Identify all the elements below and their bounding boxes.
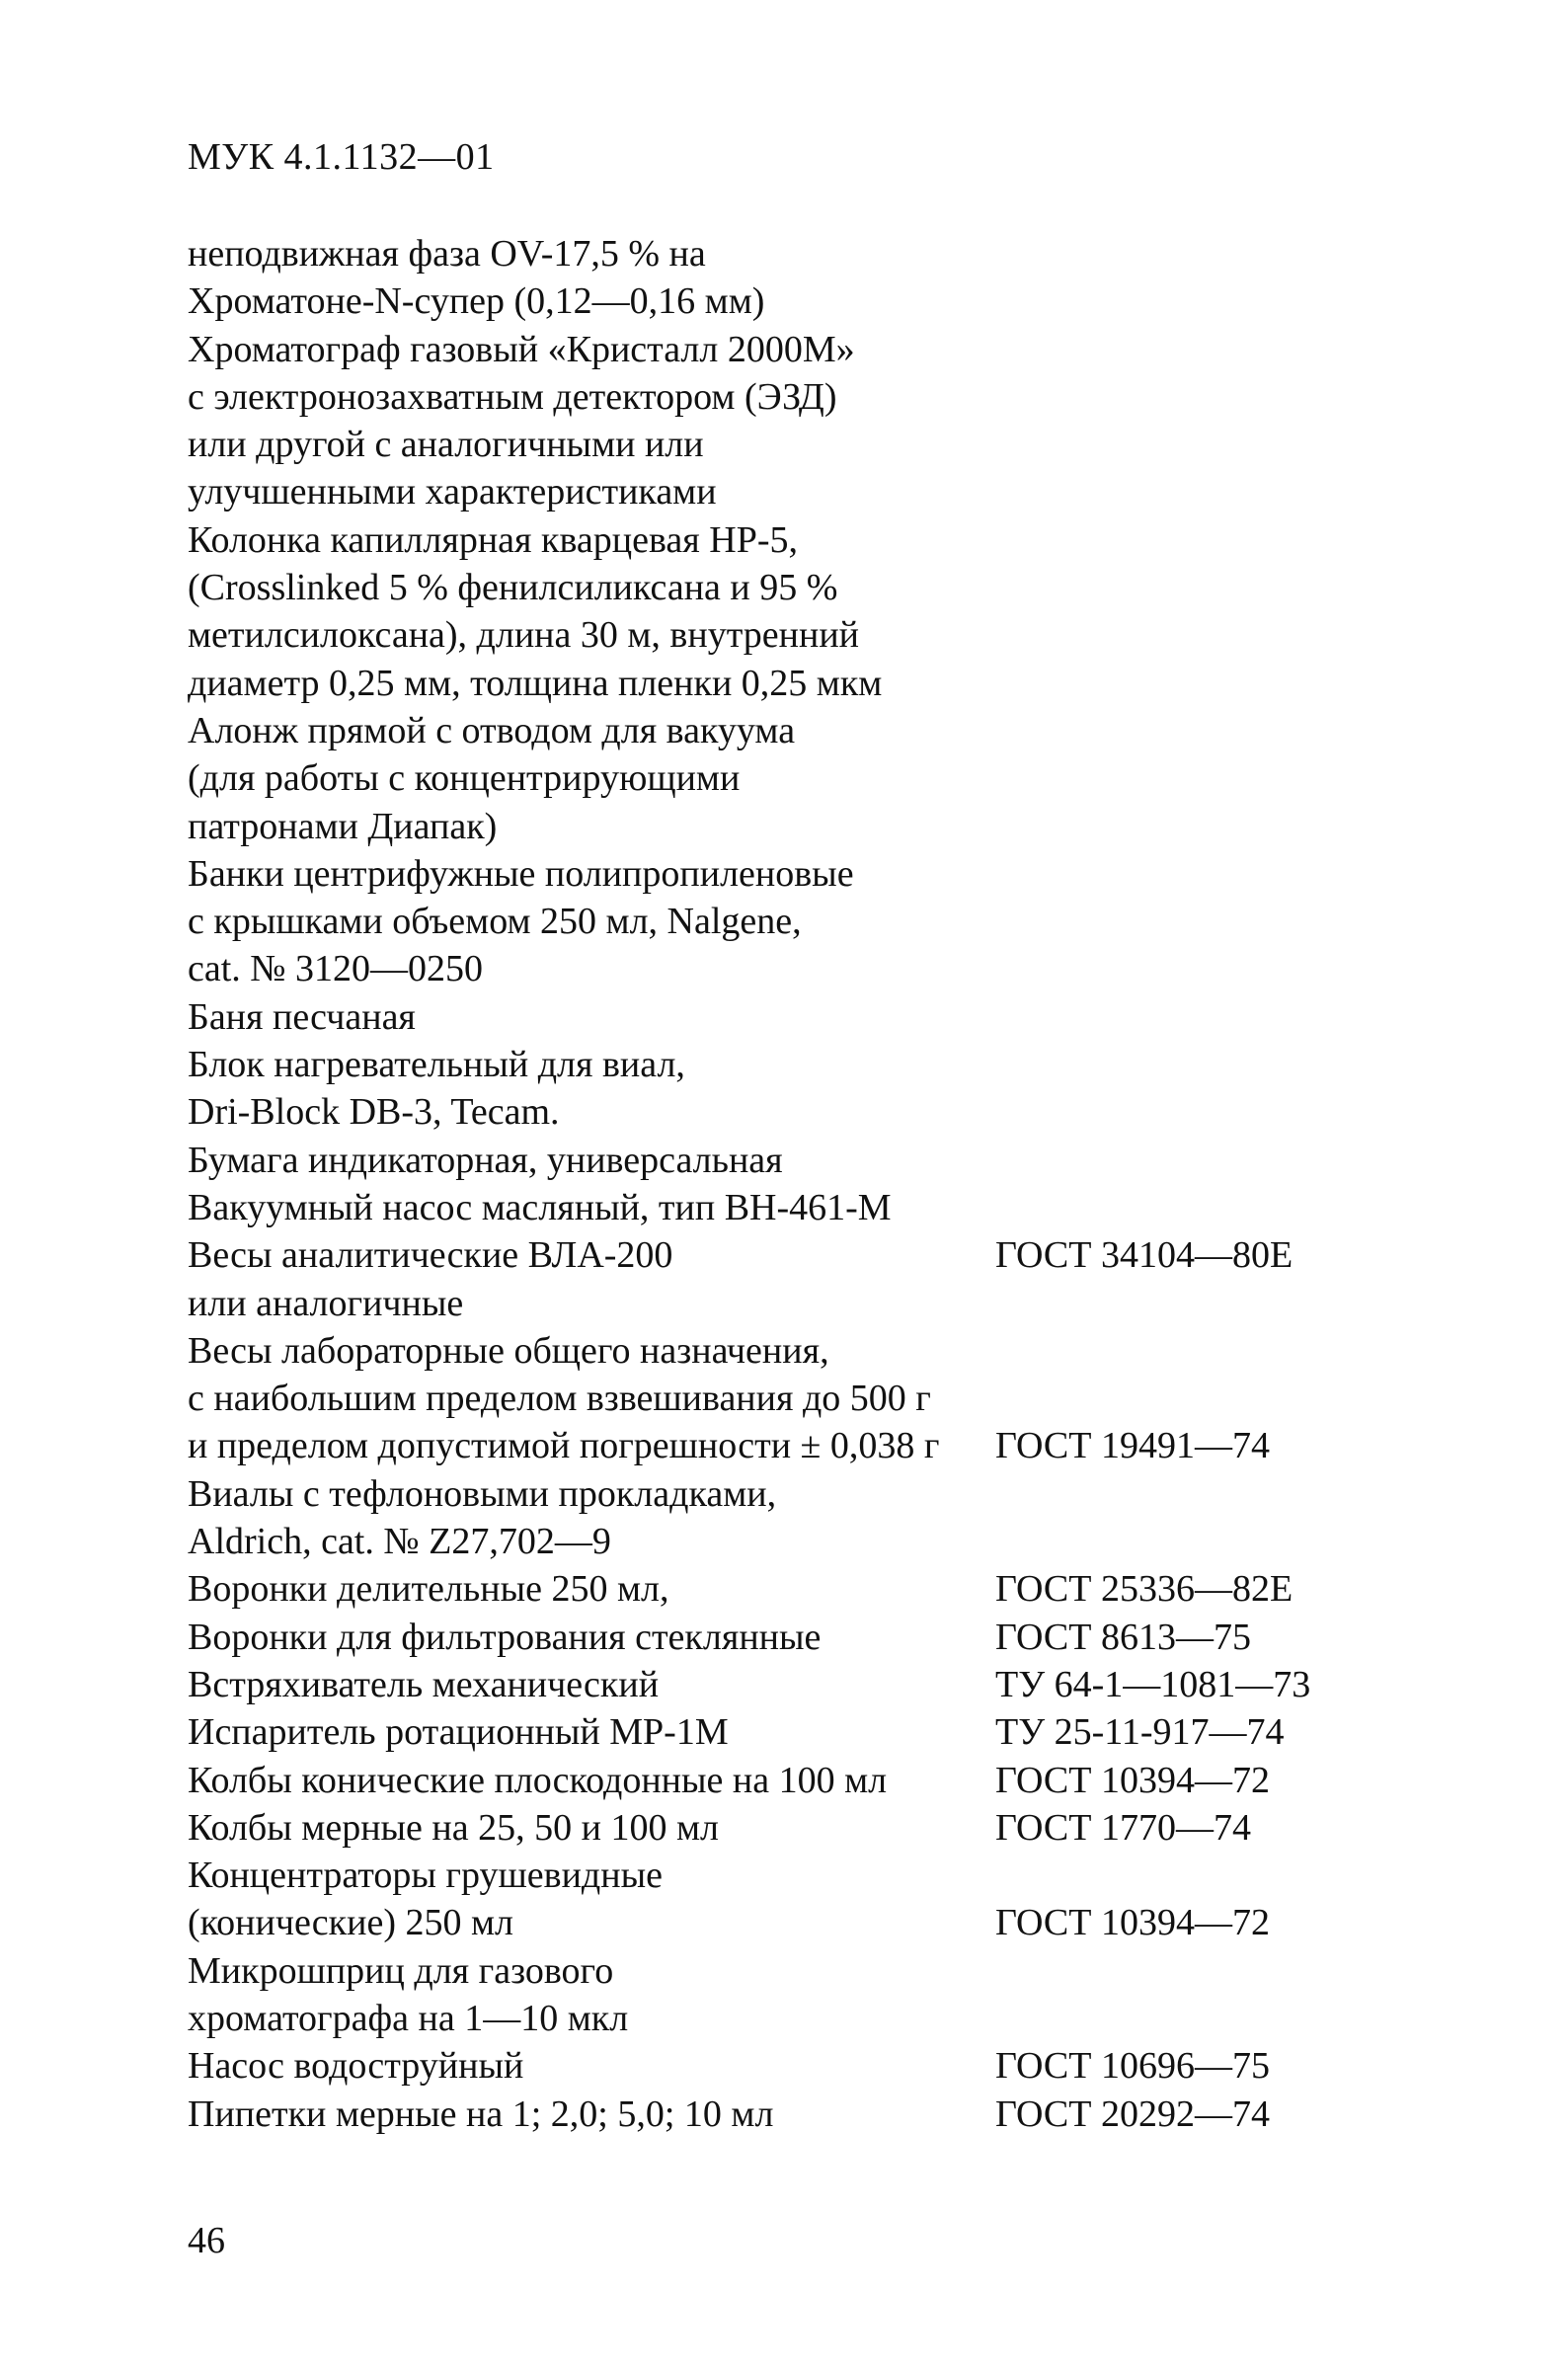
item-name: Колбы конические плоскодонные на 100 мл	[188, 1759, 888, 1801]
item-name: cat. № 3120—0250	[188, 948, 484, 990]
item-name: Встряхиватель механический	[188, 1663, 660, 1705]
item-name: Хроматоне-N-супер (0,12—0,16 мм)	[188, 280, 765, 323]
list-item	[188, 2091, 1402, 2138]
item-standard: ГОСТ 10394—72	[995, 1902, 1270, 1944]
item-name: Баня песчаная	[188, 995, 416, 1038]
item-name: неподвижная фаза OV-17,5 % на	[188, 233, 706, 275]
list-item	[188, 1565, 1402, 1613]
list-item	[188, 707, 1402, 754]
item-name: Микрошприц для газового	[188, 1949, 614, 1992]
list-item	[188, 1231, 1402, 1279]
item-name: Насос водоструйный	[188, 2045, 524, 2088]
list-item	[188, 1280, 1402, 1327]
item-name: с наибольшим пределом взвешивания до 500 г	[188, 1378, 931, 1420]
list-item	[188, 468, 1402, 515]
item-name: диаметр 0,25 мм, толщина пленки 0,25 мкм	[188, 662, 883, 704]
list-item	[188, 1757, 1402, 1804]
list-item	[188, 754, 1402, 802]
list-item	[188, 1375, 1402, 1422]
item-name: улучшенными характеристиками	[188, 471, 717, 513]
list-item	[188, 1852, 1402, 1899]
item-standard: ТУ 64-1—1081—73	[995, 1663, 1311, 1705]
list-item	[188, 850, 1402, 898]
list-item	[188, 1899, 1402, 1946]
item-name: Колонка капиллярная кварцевая HP-5,	[188, 518, 799, 561]
equipment-list	[188, 230, 1402, 2138]
item-name: Пипетки мерные на 1; 2,0; 5,0; 10 мл	[188, 2092, 774, 2135]
list-item	[188, 1041, 1402, 1088]
list-item	[188, 993, 1402, 1041]
item-name: (Crosslinked 5 % фенилсиликсана и 95 %	[188, 567, 838, 609]
list-item	[188, 373, 1402, 421]
list-item	[188, 611, 1402, 659]
list-item	[188, 277, 1402, 325]
list-item	[188, 945, 1402, 992]
item-standard: ГОСТ 10696—75	[995, 2045, 1270, 2088]
list-item	[188, 1137, 1402, 1184]
list-item	[188, 1422, 1402, 1469]
list-item	[188, 803, 1402, 850]
item-name: Бумага индикаторная, универсальная	[188, 1139, 783, 1181]
list-item	[188, 1708, 1402, 1756]
list-item	[188, 660, 1402, 707]
item-name: патронами Диапак)	[188, 805, 498, 847]
list-item	[188, 421, 1402, 468]
list-item	[188, 898, 1402, 945]
item-name: метилсилоксана), длина 30 м, внутренний	[188, 614, 859, 657]
item-name: Воронки для фильтрования стеклянные	[188, 1616, 822, 1658]
item-name: Вакуумный насос масляный, тип ВН-461-М	[188, 1186, 892, 1228]
item-name: Алонж прямой с отводом для вакуума	[188, 709, 796, 751]
list-item	[188, 1088, 1402, 1136]
item-name: (конические) 250 мл	[188, 1902, 513, 1944]
list-item	[188, 230, 1402, 277]
item-name: Концентраторы грушевидные	[188, 1855, 663, 1897]
item-name: Весы лабораторные общего назначения,	[188, 1329, 829, 1372]
item-name: Dri-Block DB-3, Tecam.	[188, 1091, 560, 1134]
list-item	[188, 1947, 1402, 1995]
item-name: Aldrich, cat. № Z27,702—9	[188, 1521, 611, 1563]
item-name: хроматографа на 1—10 мкл	[188, 1997, 629, 2039]
item-name: Колбы мерные на 25, 50 и 100 мл	[188, 1806, 719, 1849]
list-item	[188, 1184, 1402, 1231]
item-standard: ТУ 25-11-917—74	[995, 1711, 1285, 1754]
list-item	[188, 1804, 1402, 1852]
list-item	[188, 564, 1402, 611]
list-item	[188, 1470, 1402, 1518]
list-item	[188, 2042, 1402, 2090]
item-standard: ГОСТ 8613—75	[995, 1616, 1251, 1658]
item-name: с крышками объемом 250 мл, Nalgene,	[188, 901, 802, 943]
list-item	[188, 1614, 1402, 1661]
item-standard: ГОСТ 10394—72	[995, 1759, 1270, 1801]
list-item	[188, 1661, 1402, 1708]
item-standard: ГОСТ 19491—74	[995, 1425, 1270, 1467]
list-item	[188, 1327, 1402, 1375]
item-name: Весы аналитические ВЛА-200	[188, 1234, 673, 1277]
item-name: и пределом допустимой погрешности ± 0,038 г	[188, 1425, 940, 1467]
list-item	[188, 1995, 1402, 2042]
page-header: МУК 4.1.1132—01	[188, 136, 495, 178]
item-name: Испаритель ротационный МР-1М	[188, 1711, 729, 1754]
item-name: Виалы с тефлоновыми прокладками,	[188, 1472, 777, 1515]
item-name: Банки центрифужные полипропиленовые	[188, 852, 854, 895]
item-name: Блок нагревательный для виал,	[188, 1044, 685, 1086]
list-item	[188, 1518, 1402, 1565]
item-name: (для работы с концентрирующими	[188, 757, 741, 800]
item-standard: ГОСТ 20292—74	[995, 2092, 1270, 2135]
list-item	[188, 326, 1402, 373]
item-standard: ГОСТ 34104—80Е	[995, 1234, 1294, 1277]
item-name: с электронозахватным детектором (ЭЗД)	[188, 375, 837, 418]
item-name: Хроматограф газовый «Кристалл 2000М»	[188, 328, 855, 370]
page-number: 46	[188, 2220, 225, 2261]
item-name: или аналогичные	[188, 1282, 464, 1324]
item-standard: ГОСТ 1770—74	[995, 1806, 1251, 1849]
list-item	[188, 516, 1402, 564]
item-name: Воронки делительные 250 мл,	[188, 1568, 669, 1611]
item-name: или другой с аналогичными или	[188, 424, 704, 466]
item-standard: ГОСТ 25336—82Е	[995, 1568, 1294, 1611]
